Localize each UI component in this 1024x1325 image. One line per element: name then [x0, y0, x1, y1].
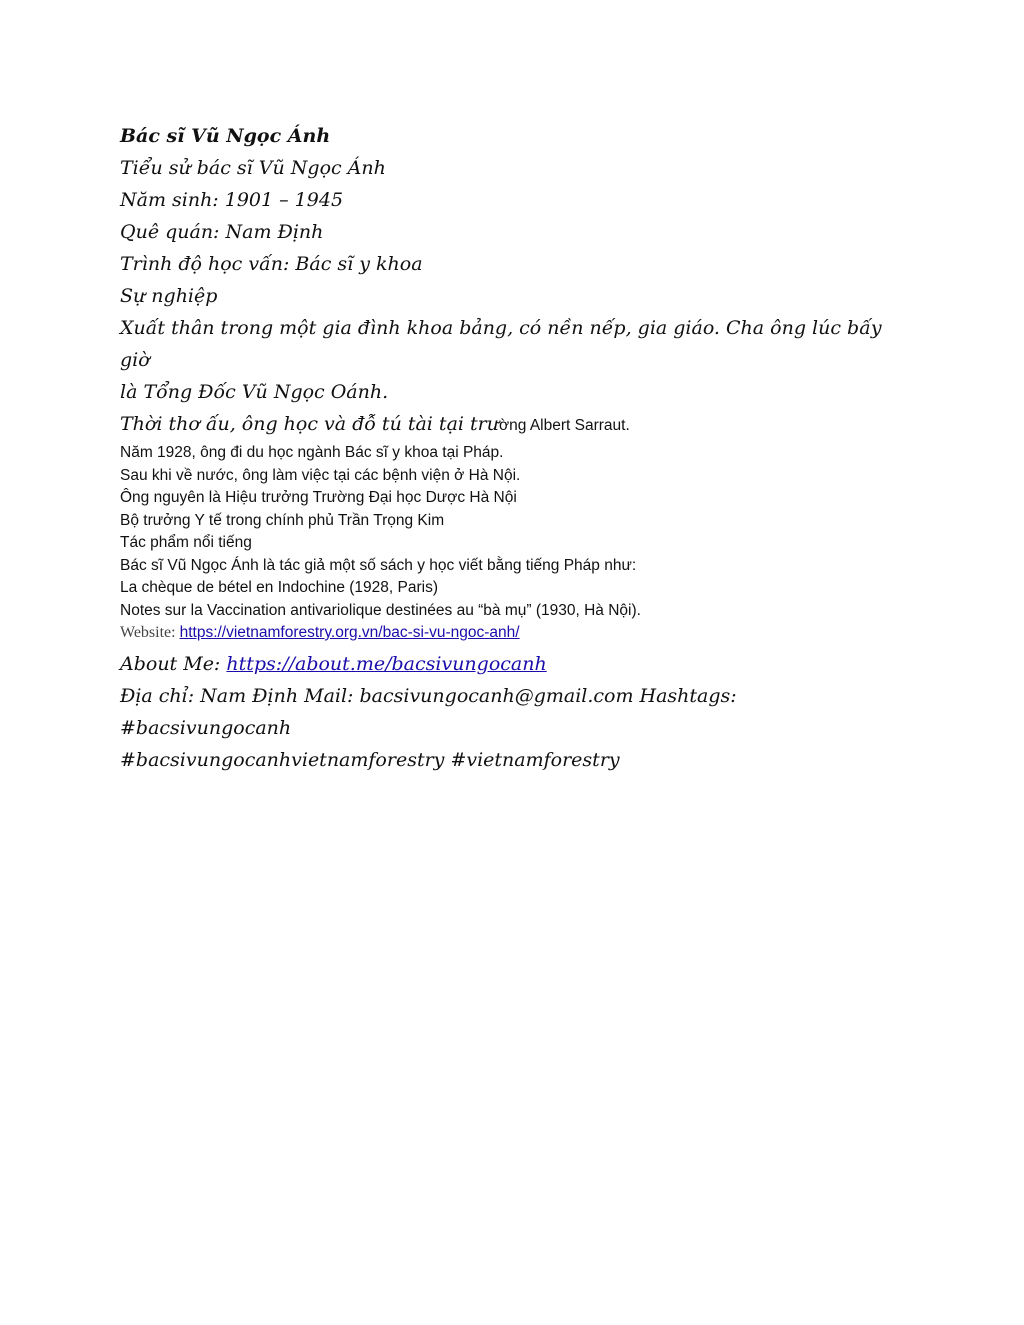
- works-heading: Tác phẩm nổi tiếng: [120, 534, 252, 551]
- origin-line-1: Xuất thân trong một gia đình khoa bảng, có nền nếp, gia giáo. Cha ông lúc bấy giờ: [120, 317, 882, 371]
- work-item-2: Notes sur la Vaccination antivariolique destinées au “bà mụ” (1930, Hà Nội).: [120, 601, 641, 619]
- origin-line-2: là Tổng Đốc Vũ Ngọc Oánh.: [120, 381, 389, 403]
- career-heading: Sự nghiệp: [120, 285, 218, 307]
- website-label: Website:: [120, 624, 180, 641]
- bio-heading: Tiểu sử bác sĩ Vũ Ngọc Ánh: [120, 157, 386, 179]
- birth-years: Năm sinh: 1901 – 1945: [120, 189, 344, 211]
- document-page: [120, 120, 900, 776]
- contact-line-2: #bacsivungocanhvietnamforestry #vietnamforestry: [120, 749, 620, 771]
- about-link[interactable]: https://about.me/bacsivungocanh: [226, 653, 547, 675]
- return-home: Sau khi về nước, ông làm việc tại các bệnh viện ở Hà Nội.: [120, 466, 521, 484]
- youth-tail-text: ờng Albert Sarraut.: [498, 417, 630, 434]
- education: Trình độ học vấn: Bác sĩ y khoa: [120, 253, 423, 275]
- rector-role: Ông nguyên là Hiệu trưởng Trường Đại học Dược Hà Nội: [120, 489, 517, 506]
- website-row: [120, 622, 900, 644]
- youth-hand-text: Thời thơ ấu, ông học và đỗ tú tài tại trư: [120, 413, 499, 435]
- about-label: About Me:: [120, 653, 227, 675]
- website-link[interactable]: https://vietnamforestry.org.vn/bac-si-vu-ngoc-anh/: [179, 624, 520, 641]
- hometown: Quê quán: Nam Định: [120, 221, 324, 243]
- about-row: [120, 648, 900, 680]
- works-intro: Bác sĩ Vũ Ngọc Ánh là tác giả một số sách y học viết bằng tiếng Pháp như:: [120, 556, 637, 574]
- minister-role: Bộ trưởng Y tế trong chính phủ Trần Trọng Kim: [120, 511, 445, 529]
- work-item-1: La chèque de bétel en Indochine (1928, Paris): [120, 579, 438, 596]
- youth-paragraph: [120, 408, 900, 442]
- contact-line-1: Địa chỉ: Nam Định Mail: bacsivungocanh@gmail.com Hashtags: #bacsivungocanh: [120, 685, 737, 739]
- study-abroad: Năm 1928, ông đi du học ngành Bác sĩ y khoa tại Pháp.: [120, 444, 504, 461]
- document-title: Bác sĩ Vũ Ngọc Ánh: [120, 125, 331, 147]
